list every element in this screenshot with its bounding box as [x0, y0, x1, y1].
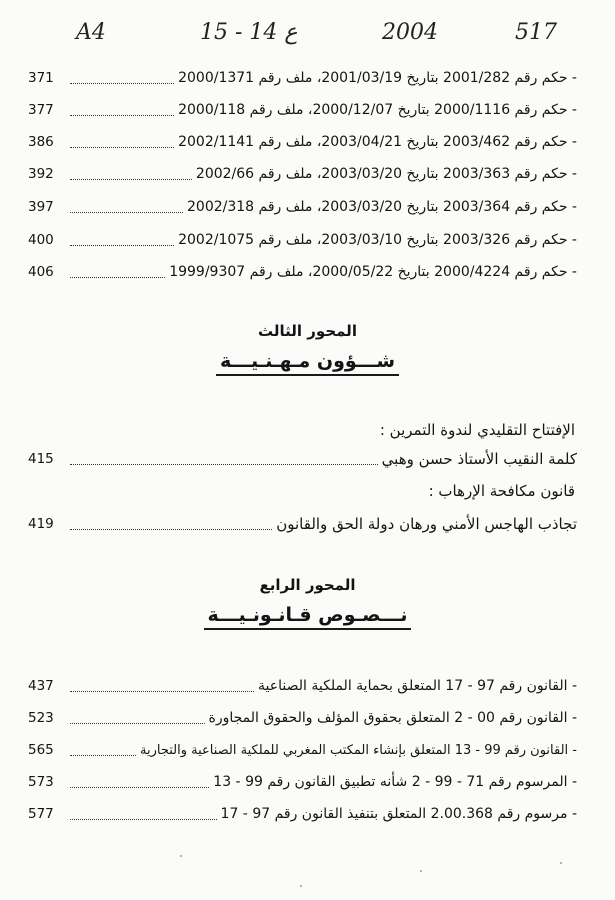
toc-page-number: 406 [28, 264, 54, 280]
toc-page-number: 415 [28, 451, 54, 467]
toc-entry-title: - حكم رقم 2003/364 بتاريخ 2003/03/20، ملف رقم 2002/318 [187, 199, 577, 215]
toc-entry [28, 800, 577, 828]
dot-leader [70, 211, 183, 213]
toc-page-number: 419 [28, 516, 54, 532]
toc-entry [28, 226, 577, 254]
handwritten-header [60, 14, 575, 54]
dot-leader [70, 244, 174, 246]
toc-entry [28, 768, 577, 796]
toc-page-number: 392 [28, 166, 54, 182]
toc-entry-title: - حكم رقم 2000/1116 بتاريخ 2000/12/07، ملف رقم 2000/118 [178, 102, 577, 118]
toc-entry [28, 258, 577, 286]
toc-page-number: 565 [28, 742, 54, 758]
toc-entry [28, 672, 577, 700]
toc-entry-title: - المرسوم رقم 71 - 99 - 2 شأنه تطبيق القانون رقم 99 - 13 [213, 774, 577, 790]
dot-leader [70, 818, 217, 820]
section-title [0, 350, 615, 372]
toc-page-number: 573 [28, 774, 54, 790]
toc-entry [28, 128, 577, 156]
dot-leader [70, 754, 136, 756]
toc-page-number: 377 [28, 102, 54, 118]
toc-entry-title: - مرسوم رقم 2.00.368 المتعلق بتنفيذ القانون رقم 97 - 17 [220, 806, 577, 822]
toc-page-number: 397 [28, 199, 54, 215]
dot-leader [70, 786, 209, 788]
dot-leader [70, 146, 174, 148]
scan-speck [560, 862, 562, 864]
toc-entry [28, 96, 577, 124]
toc-entry-title: - القانون رقم 97 - 17 المتعلق بحماية الملكية الصناعية [258, 678, 577, 694]
toc-page-number: 437 [28, 678, 54, 694]
section-title-text: نـــصـوص قـانـونـيـــة [204, 604, 412, 630]
dot-leader [70, 276, 165, 278]
subsection-heading: الإفتتاح التقليدي لندوة التمرين : [379, 421, 575, 439]
subsection-heading: قانون مكافحة الإرهاب : [428, 482, 575, 500]
dot-leader [70, 690, 254, 692]
toc-entry-title: - القانون رقم 99 - 13 المتعلق بإنشاء المكتب المغربي للملكية الصناعية والتجارية [140, 742, 577, 758]
toc-entry [28, 445, 577, 473]
toc-entry-title: - حكم رقم 2000/4224 بتاريخ 2000/05/22، ملف رقم 1999/9307 [169, 264, 577, 280]
section-axis-label: المحور الرابع [259, 576, 356, 594]
toc-page-number: 371 [28, 70, 54, 86]
toc-page-number: 400 [28, 232, 54, 248]
toc-entry-title: - حكم رقم 2001/282 بتاريخ 2001/03/19، ملف رقم 2000/1371 [178, 70, 577, 86]
toc-page-number: 577 [28, 806, 54, 822]
toc-entry-title: - القانون رقم 00 - 2 المتعلق بحقوق المؤلف والحقوق المجاورة [208, 710, 577, 726]
toc-entry-title: - حكم رقم 2003/326 بتاريخ 2003/03/10، ملف رقم 2002/1075 [178, 232, 577, 248]
handwritten-note: A4 [76, 20, 106, 45]
toc-entry-title: - حكم رقم 2003/462 بتاريخ 2003/04/21، ملف رقم 2002/1141 [178, 134, 577, 150]
section-title [0, 604, 615, 626]
section-title-text: شـــؤون مـهـنـيـــة [216, 350, 399, 376]
handwritten-note: 517 [515, 20, 557, 45]
dot-leader [70, 178, 192, 180]
scan-speck [300, 885, 302, 887]
toc-entry [28, 704, 577, 732]
toc-entry [28, 510, 577, 538]
toc-entry-title: - حكم رقم 2003/363 بتاريخ 2003/03/20، ملف رقم 2002/66 [195, 166, 577, 182]
scan-speck [420, 870, 422, 872]
handwritten-note: 2004 [382, 20, 438, 45]
toc-entry-title: تجاذب الهاجس الأمني ورهان دولة الحق والقانون [276, 515, 577, 533]
toc-entry [28, 160, 577, 188]
dot-leader [70, 722, 205, 724]
dot-leader [70, 114, 174, 116]
toc-entry [28, 736, 577, 764]
toc-page-number: 523 [28, 710, 54, 726]
section-axis-label: المحور الثالث [258, 322, 357, 340]
toc-entry-title: كلمة النقيب الأستاذ حسن وهبي [381, 450, 577, 468]
dot-leader [70, 463, 378, 465]
toc-entry [28, 193, 577, 221]
toc-entry [28, 64, 577, 92]
handwritten-note: 15 - 14 ع [200, 20, 298, 45]
scan-speck [180, 855, 182, 857]
toc-page-number: 386 [28, 134, 54, 150]
dot-leader [70, 82, 174, 84]
dot-leader [70, 528, 272, 530]
